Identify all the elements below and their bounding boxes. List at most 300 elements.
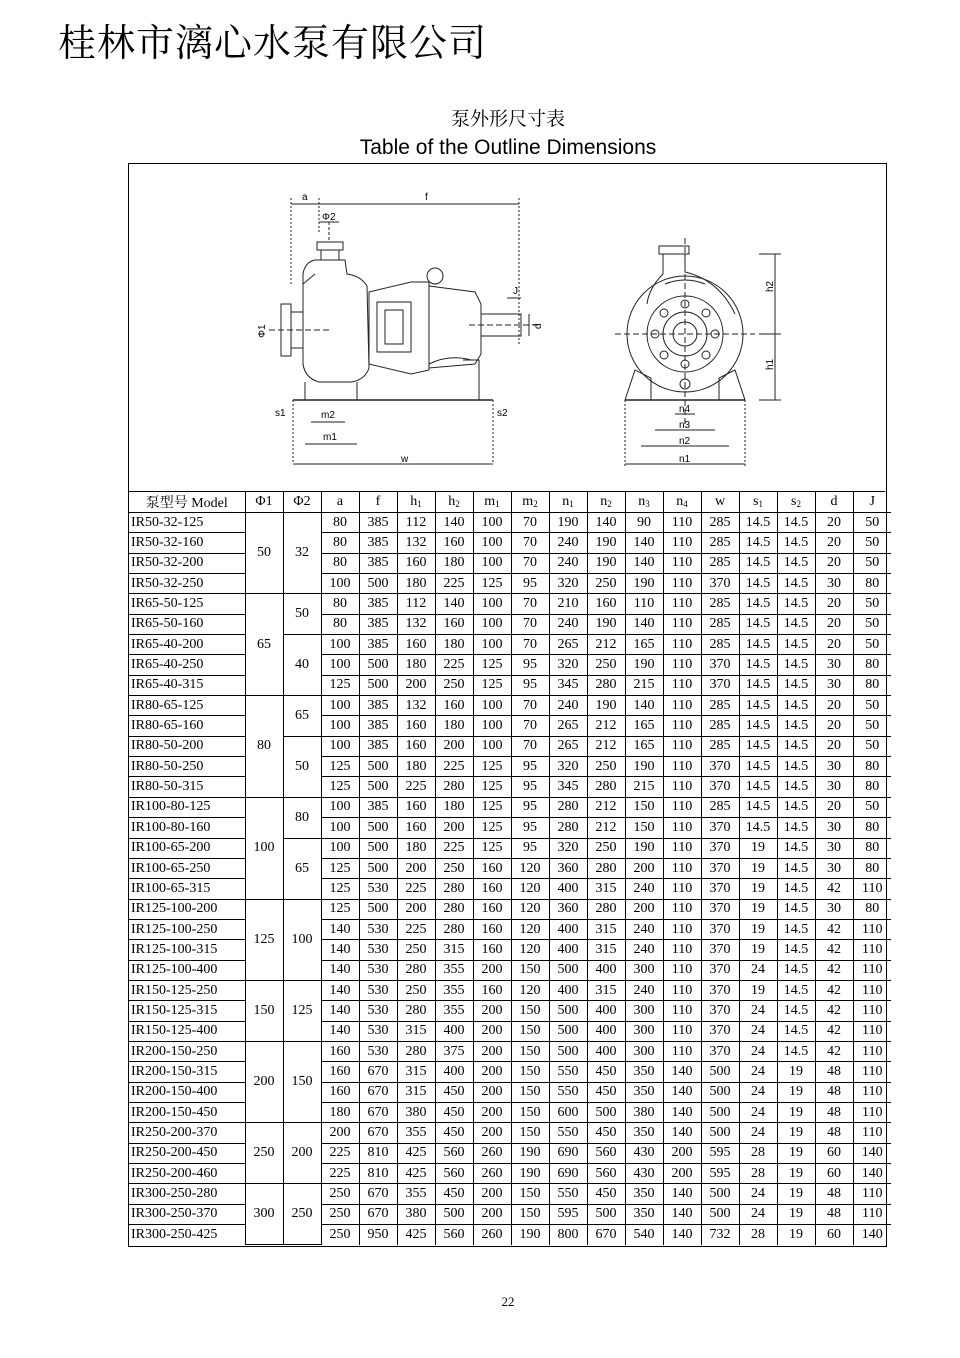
value-cell: 240	[625, 980, 663, 1000]
value-cell: 385	[359, 696, 397, 716]
value-cell: 160	[321, 1041, 359, 1061]
value-cell: 212	[587, 635, 625, 655]
value-cell: 50	[853, 594, 891, 614]
table-row	[129, 858, 891, 878]
value-cell: 14.5	[777, 736, 815, 756]
value-cell: 140	[321, 940, 359, 960]
value-cell: 95	[511, 675, 549, 695]
value-cell: 42	[815, 960, 853, 980]
value-cell: 240	[549, 533, 587, 553]
value-cell: 400	[435, 1062, 473, 1082]
table-row	[129, 635, 891, 655]
value-cell: 14.5	[739, 513, 777, 533]
value-cell: 19	[777, 1143, 815, 1163]
value-cell: 14.5	[777, 980, 815, 1000]
dim-label-phi2: Φ2	[322, 212, 336, 223]
value-cell: 315	[587, 879, 625, 899]
value-cell: 112	[397, 513, 435, 533]
value-cell: 28	[739, 1164, 777, 1184]
value-cell: 120	[511, 980, 549, 1000]
value-cell: 212	[587, 818, 625, 838]
value-cell: 160	[397, 818, 435, 838]
value-cell: 14.5	[739, 614, 777, 634]
value-cell: 14.5	[777, 919, 815, 939]
value-cell: 190	[549, 513, 587, 533]
value-cell: 160	[321, 1062, 359, 1082]
value-cell: 14.5	[777, 1041, 815, 1061]
value-cell: 530	[359, 1001, 397, 1021]
value-cell: 500	[359, 838, 397, 858]
value-cell: 315	[435, 940, 473, 960]
value-cell: 24	[739, 960, 777, 980]
value-cell: 100	[473, 614, 511, 634]
page-number: 22	[501, 1294, 515, 1309]
dim-label-m2: m2	[321, 410, 335, 421]
value-cell: 24	[739, 1001, 777, 1021]
model-cell: IR80-50-200	[129, 736, 245, 756]
value-cell: 80	[853, 757, 891, 777]
dim-label-d: d	[533, 323, 544, 329]
value-cell: 250	[587, 757, 625, 777]
value-cell: 14.5	[777, 899, 815, 919]
value-cell: 19	[777, 1062, 815, 1082]
value-cell: 80	[321, 533, 359, 553]
value-cell: 50	[853, 614, 891, 634]
value-cell: 560	[587, 1164, 625, 1184]
value-cell: 14.5	[739, 797, 777, 817]
value-cell: 250	[321, 1184, 359, 1204]
value-cell: 20	[815, 594, 853, 614]
value-cell: 225	[435, 655, 473, 675]
value-cell: 150	[511, 1204, 549, 1224]
value-cell: 100	[473, 696, 511, 716]
column-header: $m_1$	[473, 492, 511, 513]
value-cell: 400	[549, 879, 587, 899]
value-cell: 140	[435, 513, 473, 533]
value-cell: 385	[359, 736, 397, 756]
value-cell: 140	[663, 1184, 701, 1204]
value-cell: 160	[397, 553, 435, 573]
value-cell: 150	[511, 1021, 549, 1041]
value-cell: 110	[853, 1123, 891, 1143]
column-header: $h_2$	[435, 492, 473, 513]
value-cell: 400	[549, 919, 587, 939]
value-cell: 110	[663, 818, 701, 838]
value-cell: 280	[587, 899, 625, 919]
value-cell: 80	[853, 574, 891, 594]
value-cell: 355	[397, 1184, 435, 1204]
value-cell: 285	[701, 533, 739, 553]
value-cell: 550	[549, 1123, 587, 1143]
value-cell: 125	[321, 777, 359, 797]
value-cell: 95	[511, 655, 549, 675]
value-cell: 355	[435, 960, 473, 980]
value-cell: 190	[587, 614, 625, 634]
value-cell: 200	[473, 1062, 511, 1082]
dim-label-n3: n3	[679, 420, 691, 431]
value-cell: 500	[701, 1082, 739, 1102]
value-cell: 140	[663, 1225, 701, 1245]
value-cell: 250	[587, 574, 625, 594]
value-cell: 14.5	[777, 879, 815, 899]
value-cell: 120	[511, 919, 549, 939]
value-cell: 212	[587, 797, 625, 817]
value-cell: 385	[359, 716, 397, 736]
value-cell: 265	[549, 736, 587, 756]
value-cell: 315	[587, 980, 625, 1000]
value-cell: 24	[739, 1102, 777, 1122]
value-cell: 160	[435, 696, 473, 716]
table-row	[129, 818, 891, 838]
value-cell: 212	[587, 736, 625, 756]
value-cell: 380	[397, 1102, 435, 1122]
value-cell: 280	[397, 1001, 435, 1021]
value-cell: 315	[397, 1021, 435, 1041]
model-cell: IR200-150-250	[129, 1041, 245, 1061]
value-cell: 370	[701, 818, 739, 838]
column-header: d	[815, 492, 853, 513]
value-cell: 19	[739, 838, 777, 858]
value-cell: 180	[435, 797, 473, 817]
value-cell: 50	[853, 736, 891, 756]
value-cell: 370	[701, 838, 739, 858]
value-cell: 180	[397, 838, 435, 858]
value-cell: 100	[283, 899, 321, 980]
value-cell: 14.5	[739, 818, 777, 838]
value-cell: 280	[549, 818, 587, 838]
value-cell: 80	[853, 675, 891, 695]
model-cell: IR65-50-160	[129, 614, 245, 634]
value-cell: 200	[397, 858, 435, 878]
value-cell: 125	[473, 777, 511, 797]
value-cell: 50	[245, 513, 283, 594]
value-cell: 190	[511, 1225, 549, 1245]
value-cell: 28	[739, 1143, 777, 1163]
value-cell: 200	[397, 899, 435, 919]
value-cell: 200	[283, 1123, 321, 1184]
value-cell: 60	[815, 1225, 853, 1245]
value-cell: 670	[359, 1204, 397, 1224]
column-header: $s_1$	[739, 492, 777, 513]
column-header: $n_1$	[549, 492, 587, 513]
value-cell: 14.5	[739, 655, 777, 675]
table-row	[129, 757, 891, 777]
value-cell: 30	[815, 838, 853, 858]
value-cell: 260	[473, 1225, 511, 1245]
pump-drawing-svg	[129, 164, 885, 492]
value-cell: 110	[853, 1204, 891, 1224]
value-cell: 48	[815, 1123, 853, 1143]
value-cell: 370	[701, 1001, 739, 1021]
value-cell: 110	[663, 757, 701, 777]
value-cell: 180	[435, 635, 473, 655]
value-cell: 500	[359, 858, 397, 878]
value-cell: 19	[739, 919, 777, 939]
value-cell: 550	[549, 1184, 587, 1204]
value-cell: 20	[815, 696, 853, 716]
value-cell: 200	[473, 960, 511, 980]
value-cell: 14.5	[739, 594, 777, 614]
value-cell: 30	[815, 899, 853, 919]
value-cell: 48	[815, 1204, 853, 1224]
value-cell: 450	[587, 1123, 625, 1143]
value-cell: 100	[321, 696, 359, 716]
dim-label-n1: n1	[679, 454, 691, 465]
table-row	[129, 940, 891, 960]
value-cell: 110	[663, 635, 701, 655]
value-cell: 50	[853, 553, 891, 573]
value-cell: 600	[549, 1102, 587, 1122]
value-cell: 80	[853, 777, 891, 797]
value-cell: 110	[663, 1001, 701, 1021]
value-cell: 100	[245, 797, 283, 899]
value-cell: 80	[853, 655, 891, 675]
value-cell: 110	[663, 736, 701, 756]
value-cell: 200	[473, 1041, 511, 1061]
value-cell: 280	[587, 777, 625, 797]
company-name: 桂林市漓心水泵有限公司	[58, 21, 488, 65]
value-cell: 42	[815, 879, 853, 899]
value-cell: 400	[587, 1001, 625, 1021]
value-cell: 160	[435, 533, 473, 553]
value-cell: 190	[587, 533, 625, 553]
value-cell: 300	[625, 960, 663, 980]
value-cell: 345	[549, 675, 587, 695]
value-cell: 100	[321, 838, 359, 858]
value-cell: 160	[435, 614, 473, 634]
value-cell: 100	[321, 818, 359, 838]
value-cell: 500	[359, 757, 397, 777]
value-cell: 19	[777, 1204, 815, 1224]
value-cell: 125	[473, 574, 511, 594]
value-cell: 180	[397, 757, 435, 777]
value-cell: 14.5	[777, 533, 815, 553]
value-cell: 950	[359, 1225, 397, 1245]
model-cell: IR80-65-160	[129, 716, 245, 736]
value-cell: 100	[321, 655, 359, 675]
column-header: Φ2	[283, 492, 321, 513]
dim-label-a: a	[302, 192, 308, 203]
column-header: $n_2$	[587, 492, 625, 513]
value-cell: 285	[701, 696, 739, 716]
dim-label-s2: s2	[497, 408, 508, 419]
value-cell: 285	[701, 797, 739, 817]
value-cell: 430	[625, 1164, 663, 1184]
model-cell: IR100-80-125	[129, 797, 245, 817]
value-cell: 250	[321, 1204, 359, 1224]
value-cell: 285	[701, 513, 739, 533]
header-row	[129, 492, 891, 513]
column-header: a	[321, 492, 359, 513]
value-cell: 50	[283, 594, 321, 635]
value-cell: 430	[625, 1143, 663, 1163]
value-cell: 500	[701, 1062, 739, 1082]
value-cell: 160	[473, 940, 511, 960]
value-cell: 140	[625, 614, 663, 634]
value-cell: 65	[245, 594, 283, 696]
model-cell: IR250-200-450	[129, 1143, 245, 1163]
value-cell: 500	[701, 1204, 739, 1224]
value-cell: 42	[815, 1041, 853, 1061]
value-cell: 110	[663, 696, 701, 716]
value-cell: 200	[473, 1082, 511, 1102]
table-row	[129, 1143, 891, 1163]
value-cell: 370	[701, 1041, 739, 1061]
value-cell: 24	[739, 1184, 777, 1204]
value-cell: 400	[587, 1041, 625, 1061]
value-cell: 110	[663, 960, 701, 980]
value-cell: 210	[549, 594, 587, 614]
value-cell: 285	[701, 716, 739, 736]
value-cell: 20	[815, 797, 853, 817]
value-cell: 500	[701, 1102, 739, 1122]
value-cell: 190	[625, 838, 663, 858]
model-cell: IR50-32-250	[129, 574, 245, 594]
model-cell: IR65-40-200	[129, 635, 245, 655]
value-cell: 100	[473, 553, 511, 573]
value-cell: 140	[321, 919, 359, 939]
value-cell: 560	[587, 1143, 625, 1163]
model-cell: IR65-50-125	[129, 594, 245, 614]
value-cell: 140	[853, 1164, 891, 1184]
value-cell: 80	[853, 818, 891, 838]
value-cell: 100	[473, 716, 511, 736]
value-cell: 320	[549, 574, 587, 594]
value-cell: 14.5	[777, 696, 815, 716]
value-cell: 150	[511, 1001, 549, 1021]
value-cell: 150	[283, 1041, 321, 1122]
value-cell: 70	[511, 614, 549, 634]
value-cell: 385	[359, 614, 397, 634]
value-cell: 125	[245, 899, 283, 980]
model-cell: IR125-100-315	[129, 940, 245, 960]
value-cell: 595	[701, 1164, 739, 1184]
value-cell: 30	[815, 858, 853, 878]
value-cell: 165	[625, 716, 663, 736]
value-cell: 70	[511, 533, 549, 553]
table-row	[129, 960, 891, 980]
value-cell: 110	[663, 655, 701, 675]
value-cell: 285	[701, 594, 739, 614]
table-title-en: Table of the Outline Dimensions	[359, 136, 657, 159]
column-header: Φ1	[245, 492, 283, 513]
value-cell: 14.5	[777, 818, 815, 838]
value-cell: 70	[511, 696, 549, 716]
value-cell: 19	[739, 879, 777, 899]
value-cell: 90	[625, 513, 663, 533]
model-cell: IR80-65-125	[129, 696, 245, 716]
value-cell: 110	[663, 533, 701, 553]
value-cell: 800	[549, 1225, 587, 1245]
value-cell: 140	[853, 1143, 891, 1163]
value-cell: 350	[625, 1184, 663, 1204]
model-cell: IR65-40-315	[129, 675, 245, 695]
value-cell: 670	[359, 1184, 397, 1204]
value-cell: 225	[435, 574, 473, 594]
value-cell: 132	[397, 533, 435, 553]
value-cell: 20	[815, 736, 853, 756]
value-cell: 550	[549, 1082, 587, 1102]
value-cell: 200	[663, 1143, 701, 1163]
value-cell: 24	[739, 1204, 777, 1224]
value-cell: 100	[473, 513, 511, 533]
value-cell: 110	[853, 1021, 891, 1041]
value-cell: 280	[435, 777, 473, 797]
value-cell: 20	[815, 614, 853, 634]
table-row	[129, 1123, 891, 1143]
value-cell: 95	[511, 797, 549, 817]
value-cell: 530	[359, 919, 397, 939]
value-cell: 670	[587, 1225, 625, 1245]
value-cell: 690	[549, 1143, 587, 1163]
value-cell: 70	[511, 553, 549, 573]
value-cell: 425	[397, 1225, 435, 1245]
value-cell: 140	[625, 553, 663, 573]
value-cell: 530	[359, 980, 397, 1000]
dim-label-f: f	[425, 192, 428, 203]
value-cell: 150	[511, 960, 549, 980]
value-cell: 355	[397, 1123, 435, 1143]
value-cell: 50	[853, 716, 891, 736]
value-cell: 200	[473, 1123, 511, 1143]
value-cell: 110	[663, 614, 701, 634]
value-cell: 670	[359, 1062, 397, 1082]
value-cell: 40	[283, 635, 321, 696]
value-cell: 14.5	[777, 777, 815, 797]
value-cell: 42	[815, 919, 853, 939]
dimension-table	[129, 492, 891, 1245]
model-cell: IR100-65-315	[129, 879, 245, 899]
value-cell: 240	[549, 614, 587, 634]
value-cell: 370	[701, 777, 739, 797]
pump-outline-drawing	[129, 164, 885, 492]
value-cell: 260	[473, 1164, 511, 1184]
value-cell: 42	[815, 980, 853, 1000]
value-cell: 190	[625, 655, 663, 675]
value-cell: 20	[815, 716, 853, 736]
value-cell: 500	[587, 1204, 625, 1224]
value-cell: 30	[815, 574, 853, 594]
value-cell: 42	[815, 940, 853, 960]
value-cell: 225	[435, 838, 473, 858]
table-row	[129, 838, 891, 858]
value-cell: 250	[397, 940, 435, 960]
value-cell: 110	[853, 1041, 891, 1061]
value-cell: 19	[739, 980, 777, 1000]
value-cell: 30	[815, 818, 853, 838]
value-cell: 200	[473, 1184, 511, 1204]
value-cell: 95	[511, 757, 549, 777]
value-cell: 225	[397, 777, 435, 797]
value-cell: 110	[663, 919, 701, 939]
value-cell: 385	[359, 553, 397, 573]
value-cell: 125	[473, 797, 511, 817]
value-cell: 20	[815, 553, 853, 573]
value-cell: 100	[321, 797, 359, 817]
value-cell: 110	[663, 797, 701, 817]
value-cell: 250	[587, 838, 625, 858]
column-header: w	[701, 492, 739, 513]
value-cell: 14.5	[739, 696, 777, 716]
value-cell: 380	[625, 1102, 663, 1122]
value-cell: 120	[511, 899, 549, 919]
value-cell: 450	[587, 1062, 625, 1082]
value-cell: 212	[587, 716, 625, 736]
value-cell: 120	[511, 858, 549, 878]
value-cell: 24	[739, 1123, 777, 1143]
column-header: 泵型号 Model	[129, 492, 245, 513]
value-cell: 190	[625, 574, 663, 594]
